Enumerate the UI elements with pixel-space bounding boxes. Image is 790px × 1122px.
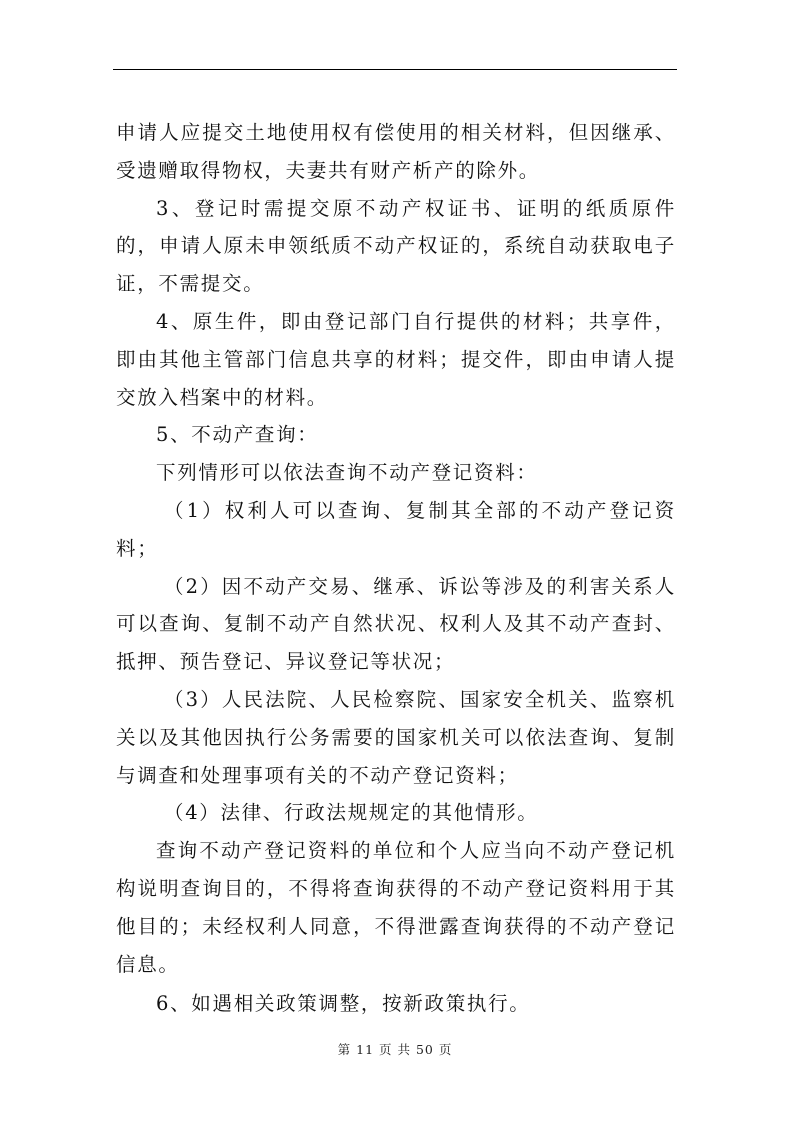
paragraph-item-5-heading: 5、不动产查询： bbox=[156, 423, 319, 447]
paragraph-query-case-2: （2）因不动产交易、继承、诉讼等涉及的利害关系人可以查询、复制不动产自然状况、权利人及其不动产查封、抵押、预告登记、异议登记等状况； bbox=[116, 574, 676, 674]
paragraph-item-3: 3、登记时需提交原不动产权证书、证明的纸质原件的，申请人原未申领纸质不动产权证的，系统自动获取电子证，不需提交。 bbox=[116, 196, 676, 296]
paragraph-query-obligation: 查询不动产登记资料的单位和个人应当向不动产登记机构说明查询目的，不得将查询获得的不动产登记资料用于其他目的；未经权利人同意，不得泄露查询获得的不动产登记信息。 bbox=[116, 839, 676, 976]
paragraph-item-6: 6、如遇相关政策调整，按新政策执行。 bbox=[156, 992, 531, 1016]
header-rule bbox=[113, 69, 677, 70]
page-number-footer: 第 11 页 共 50 页 bbox=[337, 1042, 453, 1057]
paragraph-query-case-3: （3）人民法院、人民检察院、国家安全机关、监察机关以及其他因执行公务需要的国家机关可以依法查询、复制与调查和处理事项有关的不动产登记资料； bbox=[116, 687, 676, 787]
document-body bbox=[116, 114, 676, 1023]
paragraph-query-intro: 下列情形可以依法查询不动产登记资料： bbox=[156, 461, 538, 485]
paragraph-query-case-1: （1）权利人可以查询、复制其全部的不动产登记资料； bbox=[116, 498, 676, 560]
paragraph-continued-materials: 申请人应提交土地使用权有偿使用的相关材料，但因继承、受遗赠取得物权，夫妻共有财产析产的除外。 bbox=[116, 121, 676, 182]
paragraph-item-4: 4、原生件，即由登记部门自行提供的材料；共享件，即由其他主管部门信息共享的材料；提交件，即由申请人提交放入档案中的材料。 bbox=[116, 309, 676, 409]
paragraph-query-case-4: （4）法律、行政法规规定的其他情形。 bbox=[164, 801, 539, 825]
